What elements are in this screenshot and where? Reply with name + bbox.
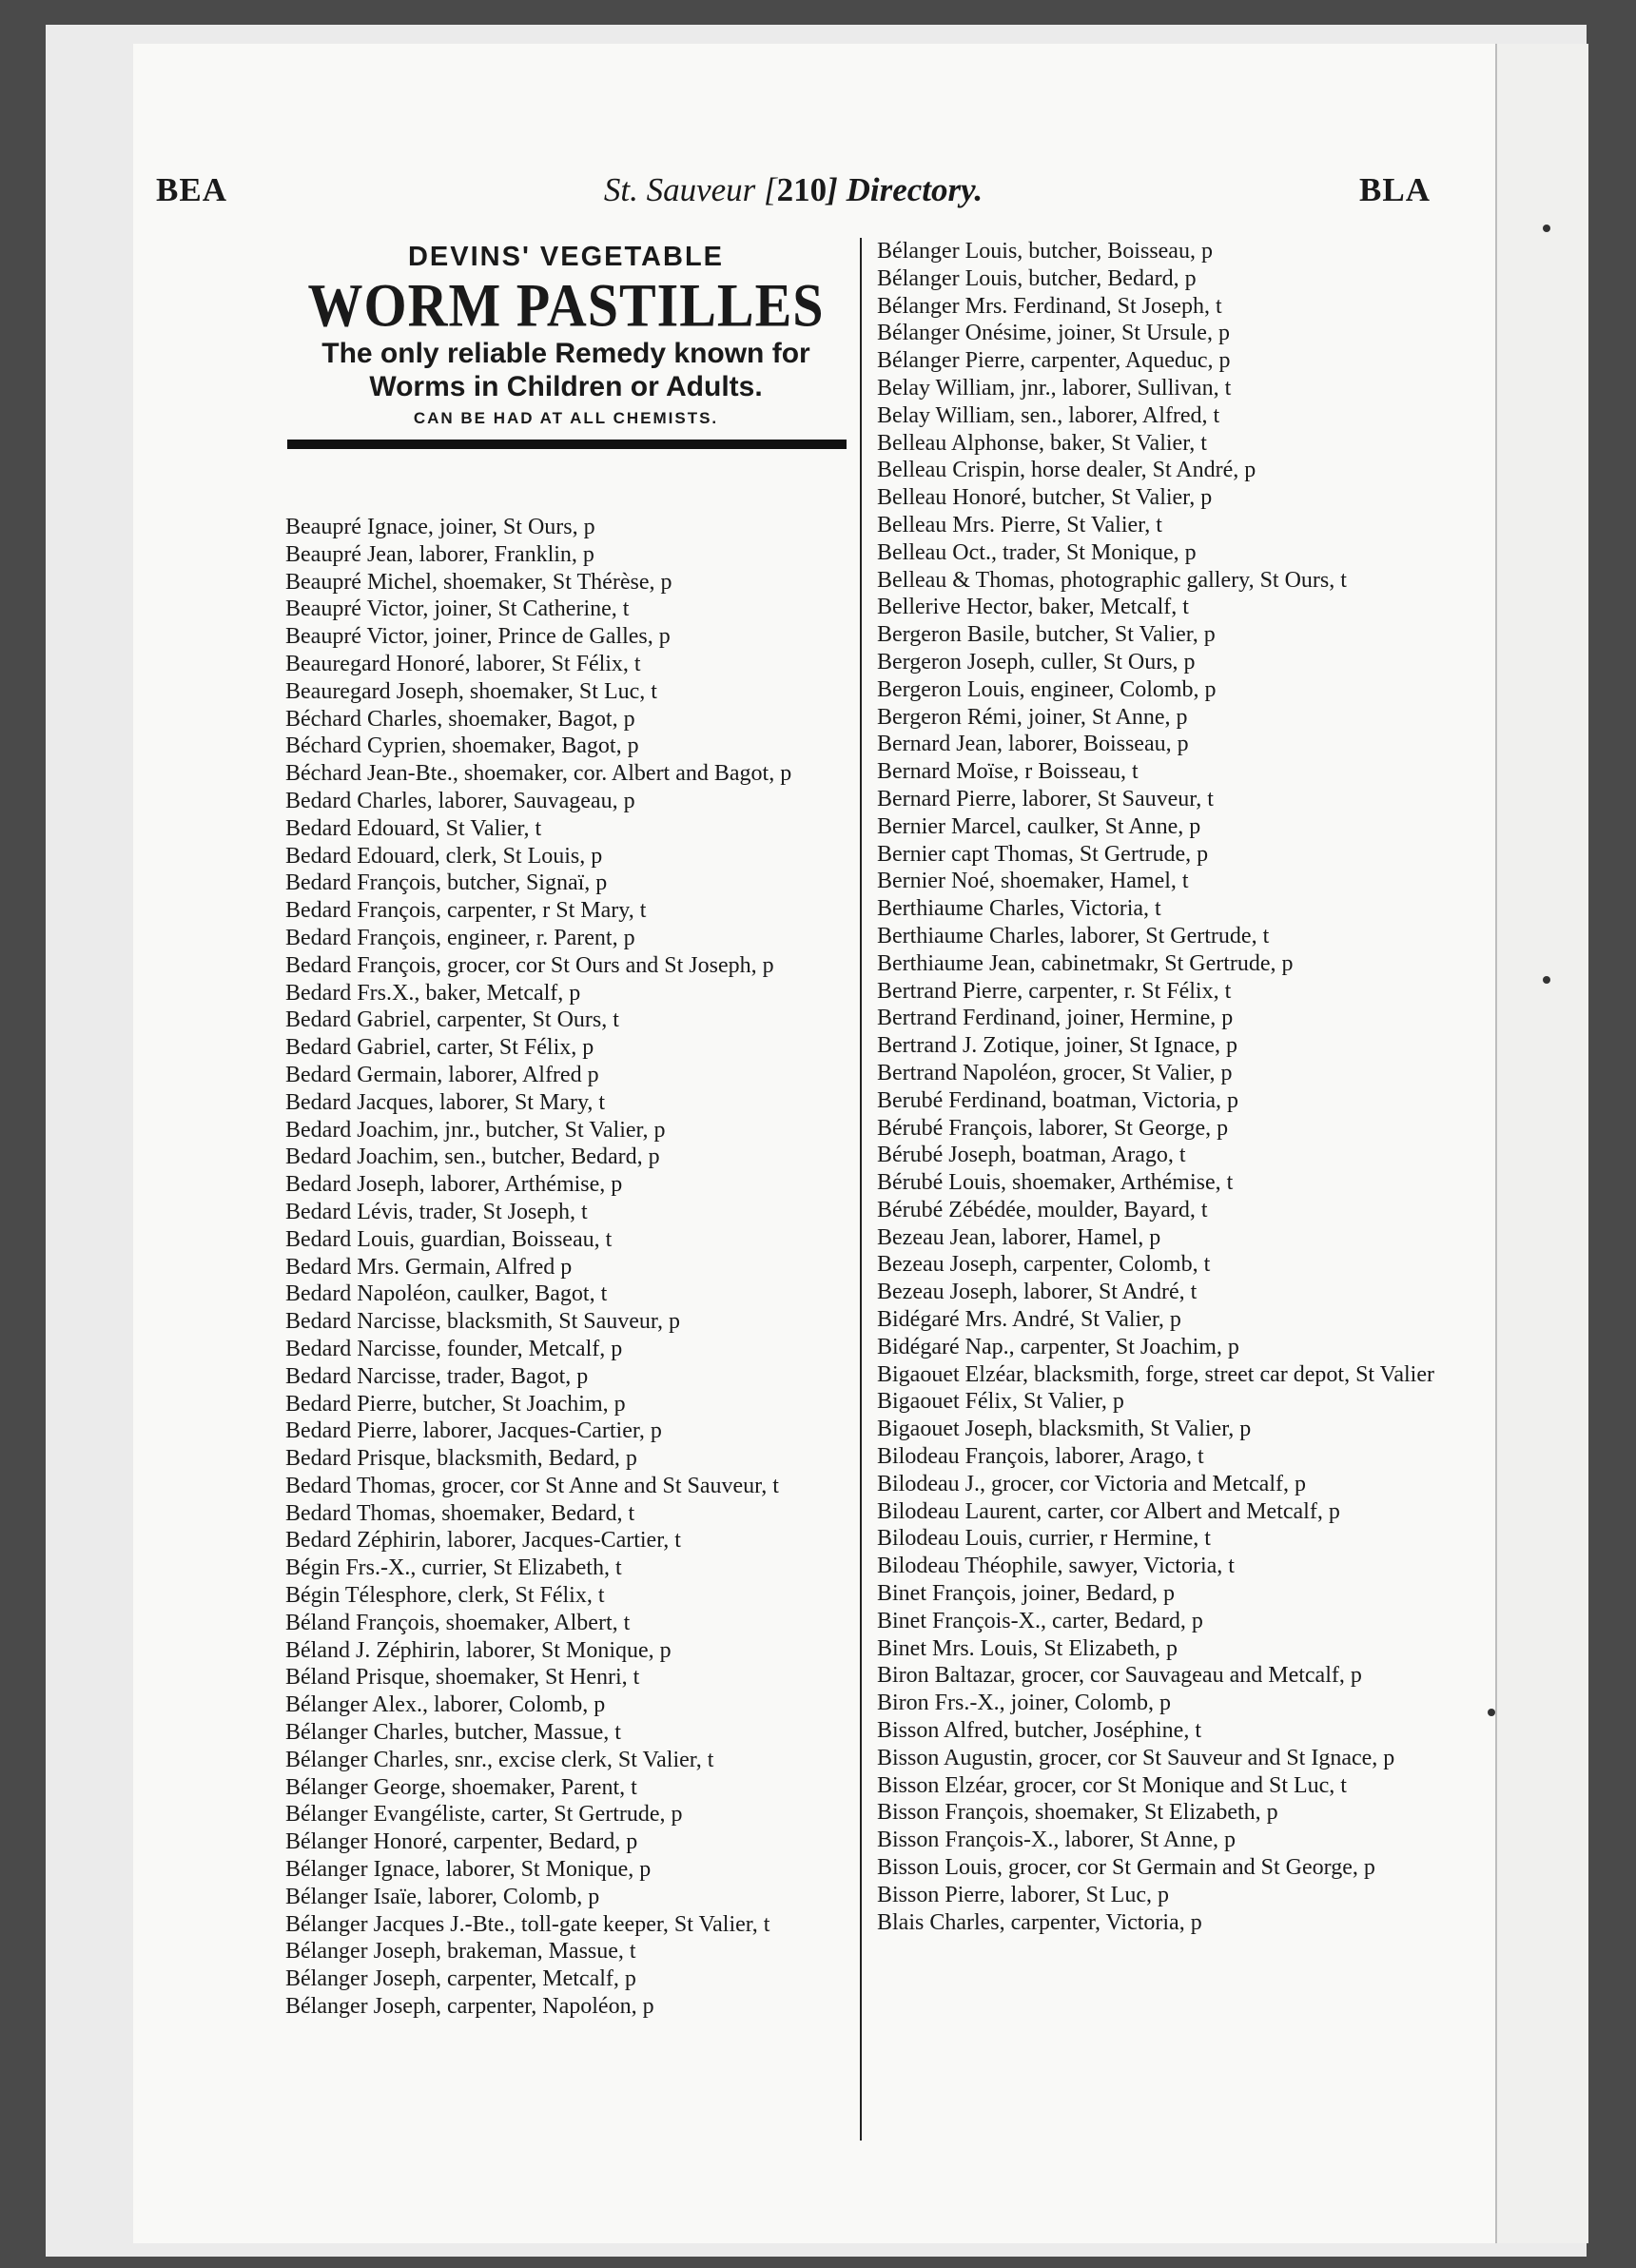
directory-entry: Binet François-X., carter, Bedard, p	[877, 1608, 1203, 1633]
directory-entry: Beauregard Joseph, shoemaker, St Luc, t	[285, 678, 657, 704]
directory-entry: Bilodeau François, laborer, Arago, t	[877, 1444, 1204, 1470]
directory-entry: Bezeau Joseph, laborer, St André, t	[877, 1280, 1198, 1305]
directory-entry: Bedard Frs.X., baker, Metcalf, p	[285, 980, 581, 1006]
directory-entry: Béchard Charles, shoemaker, Bagot, p	[285, 706, 635, 732]
adjacent-page-edge	[1495, 44, 1588, 2243]
directory-entry: Bélanger Jacques J.-Bte., toll-gate keeper, St Valier, t	[285, 1911, 770, 1937]
directory-entry: Bedard Joachim, jnr., butcher, St Valier, p	[285, 1117, 666, 1143]
directory-entry: Bilodeau Théophile, sawyer, Victoria, t	[877, 1554, 1235, 1579]
directory-entry: Bedard Napoléon, caulker, Bagot, t	[285, 1281, 608, 1307]
directory-entry: Bedard Thomas, grocer, cor St Anne and St Sauveur, t	[285, 1473, 779, 1498]
left-column-listings	[285, 514, 848, 2021]
directory-entry: Bélanger Joseph, carpenter, Napoléon, p	[285, 1994, 654, 2020]
directory-entry: Bigaouet Joseph, blacksmith, St Valier, p	[877, 1417, 1252, 1442]
directory-entry: Bisson François-X., laborer, St Anne, p	[877, 1828, 1237, 1853]
directory-entry: Bernier Noé, shoemaker, Hamel, t	[877, 869, 1189, 894]
header-title-suffix: ] Directory.	[827, 171, 984, 208]
directory-entry: Bisson Elzéar, grocer, cor St Monique and St Luc, t	[877, 1772, 1347, 1798]
directory-entry: Béchard Cyprien, shoemaker, Bagot, p	[285, 733, 639, 759]
directory-entry: Bérubé Zébédée, moulder, Bayard, t	[877, 1197, 1208, 1222]
directory-entry: Bilodeau Laurent, carter, cor Albert and Metcalf, p	[877, 1498, 1340, 1524]
advertisement	[285, 240, 847, 506]
directory-entry: Belay William, sen., laborer, Alfred, t	[877, 402, 1220, 428]
directory-entry: Bélanger Louis, butcher, Boisseau, p	[877, 239, 1213, 264]
directory-entry: Bedard Narcisse, trader, Bagot, p	[285, 1363, 589, 1389]
directory-entry: Bedard Narcisse, founder, Metcalf, p	[285, 1336, 623, 1361]
directory-entry: Béland J. Zéphirin, laborer, St Monique, p	[285, 1637, 672, 1663]
directory-entry: Belleau Crispin, horse dealer, St André, p	[877, 458, 1256, 483]
directory-entry: Béland Prisque, shoemaker, St Henri, t	[285, 1665, 640, 1691]
header-title-prefix: St. Sauveur [	[603, 171, 777, 208]
directory-entry: Bisson Pierre, laborer, St Luc, p	[877, 1882, 1169, 1907]
directory-entry: Bernard Jean, laborer, Boisseau, p	[877, 732, 1189, 757]
directory-entry: Bedard François, engineer, r. Parent, p	[285, 925, 635, 950]
directory-entry: Bedard Gabriel, carpenter, St Ours, t	[285, 1007, 619, 1033]
directory-entry: Bégin Télesphore, clerk, St Félix, t	[285, 1583, 605, 1609]
directory-entry: Bisson Louis, grocer, cor St Germain and St George, p	[877, 1855, 1375, 1881]
directory-entry: Bisson Augustin, grocer, cor St Sauveur and St Ignace, p	[877, 1745, 1395, 1770]
directory-entry: Bélanger Alex., laborer, Colomb, p	[285, 1692, 606, 1718]
directory-entry: Bertrand J. Zotique, joiner, St Ignace, p	[877, 1033, 1237, 1059]
directory-entry: Bedard François, grocer, cor St Ours and St Joseph, p	[285, 952, 774, 978]
directory-entry: Bedard Joachim, sen., butcher, Bedard, p	[285, 1144, 660, 1170]
directory-entry: Bidégaré Nap., carpenter, St Joachim, p	[877, 1334, 1239, 1359]
directory-entry: Béland François, shoemaker, Albert, t	[285, 1610, 631, 1635]
directory-entry: Binet Mrs. Louis, St Elizabeth, p	[877, 1635, 1178, 1661]
directory-entry: Bélanger Charles, butcher, Massue, t	[285, 1720, 621, 1746]
directory-entry: Bérubé François, laborer, St George, p	[877, 1115, 1229, 1141]
directory-entry: Bedard Louis, guardian, Boisseau, t	[285, 1226, 613, 1252]
directory-entry: Bernard Moïse, r Boisseau, t	[877, 759, 1139, 785]
directory-entry: Bernard Pierre, laborer, St Sauveur, t	[877, 786, 1214, 811]
directory-entry: Bélanger Mrs. Ferdinand, St Joseph, t	[877, 293, 1222, 319]
directory-entry: Bedard Thomas, shoemaker, Bedard, t	[285, 1500, 635, 1526]
directory-entry: Bertrand Ferdinand, joiner, Hermine, p	[877, 1006, 1234, 1031]
directory-entry: Bedard François, carpenter, r St Mary, t	[285, 898, 647, 924]
binding-stitch	[1543, 225, 1550, 232]
binding-stitch	[1543, 976, 1550, 984]
directory-entry: Bellerive Hector, baker, Metcalf, t	[877, 595, 1189, 620]
directory-entry: Bernier capt Thomas, St Gertrude, p	[877, 841, 1209, 867]
right-column-listings	[877, 238, 1438, 1936]
directory-entry: Beauregard Honoré, laborer, St Félix, t	[285, 651, 641, 676]
directory-entry: Bedard Edouard, St Valier, t	[285, 815, 542, 841]
directory-entry: Bedard Gabriel, carter, St Félix, p	[285, 1035, 594, 1061]
directory-entry: Bélanger Isaïe, laborer, Colomb, p	[285, 1884, 600, 1909]
directory-entry: Belay William, jnr., laborer, Sullivan, t	[877, 375, 1232, 401]
directory-entry: Bedard Pierre, laborer, Jacques-Cartier, p	[285, 1418, 662, 1444]
directory-entry: Bélanger Onésime, joiner, St Ursule, p	[877, 321, 1230, 346]
advert-availability: CAN BE HAD AT ALL CHEMISTS.	[413, 409, 719, 427]
directory-entry: Berthiaume Charles, Victoria, t	[877, 896, 1161, 922]
directory-entry: Beaupré Ignace, joiner, St Ours, p	[285, 515, 595, 539]
directory-entry: Bilodeau J., grocer, cor Victoria and Metcalf, p	[877, 1471, 1306, 1496]
directory-entry: Bedard Pierre, butcher, St Joachim, p	[285, 1391, 626, 1417]
directory-entry: Bergeron Rémi, joiner, St Anne, p	[877, 704, 1188, 730]
directory-entry: Bergeron Louis, engineer, Colomb, p	[877, 676, 1217, 702]
advert-tagline: The only reliable Remedy known for Worms in Children or Adults.	[321, 338, 810, 402]
directory-entry: Beaupré Victor, joiner, St Catherine, t	[285, 596, 630, 622]
directory-entry: Bedard Zéphirin, laborer, Jacques-Cartier, t	[285, 1528, 681, 1554]
directory-entry: Bélanger Honoré, carpenter, Bedard, p	[285, 1829, 638, 1855]
running-header	[156, 171, 1431, 219]
directory-entry: Bigaouet Elzéar, blacksmith, forge, street car depot, St Valier	[877, 1361, 1434, 1387]
directory-entry: Bélanger Charles, snr., excise clerk, St Valier, t	[285, 1747, 714, 1772]
header-left-guide-word: BEA	[156, 171, 227, 208]
directory-entry: Bedard Germain, laborer, Alfred p	[285, 1062, 599, 1087]
directory-entry: Bergeron Basile, butcher, St Valier, p	[877, 622, 1216, 648]
directory-entry: Bernier Marcel, caulker, St Anne, p	[877, 813, 1201, 839]
directory-entry: Biron Frs.-X., joiner, Colomb, p	[877, 1691, 1172, 1716]
directory-entry: Bigaouet Félix, St Valier, p	[877, 1389, 1124, 1415]
directory-entry: Bélanger Louis, butcher, Bedard, p	[877, 265, 1197, 291]
directory-entry: Bélanger Joseph, carpenter, Metcalf, p	[285, 1966, 636, 1992]
directory-entry: Bisson Alfred, butcher, Joséphine, t	[877, 1718, 1201, 1744]
directory-entry: Bedard Jacques, laborer, St Mary, t	[285, 1089, 606, 1115]
advert-brand: DEVINS' VEGETABLE	[407, 242, 724, 272]
directory-entry: Bergeron Joseph, culler, St Ours, p	[877, 649, 1196, 675]
directory-entry: Belleau Mrs. Pierre, St Valier, t	[877, 512, 1162, 538]
directory-entry: Bidégaré Mrs. André, St Valier, p	[877, 1307, 1181, 1333]
directory-entry: Bérubé Louis, shoemaker, Arthémise, t	[877, 1170, 1234, 1196]
directory-entry: Belleau & Thomas, photographic gallery, St Ours, t	[877, 567, 1347, 593]
directory-entry: Bedard Lévis, trader, St Joseph, t	[285, 1199, 588, 1224]
directory-entry: Bélanger Ignace, laborer, St Monique, p	[285, 1857, 652, 1883]
directory-entry: Beaupré Victor, joiner, Prince de Galles, p	[285, 624, 671, 650]
directory-entry: Bedard Edouard, clerk, St Louis, p	[285, 843, 603, 869]
directory-entry: Belleau Alphonse, baker, St Valier, t	[877, 430, 1207, 456]
page-number: 210	[776, 171, 828, 208]
directory-entry: Bedard Prisque, blacksmith, Bedard, p	[285, 1446, 637, 1472]
directory-entry: Beaupré Michel, shoemaker, St Thérèse, p	[285, 569, 672, 595]
binding-stitch	[1488, 1709, 1495, 1716]
directory-entry: Berthiaume Jean, cabinetmakr, St Gertrude, p	[877, 950, 1294, 976]
header-title	[156, 171, 1431, 209]
directory-entry: Bertrand Napoléon, grocer, St Valier, p	[877, 1060, 1233, 1085]
directory-entry: Bezeau Jean, laborer, Hamel, p	[877, 1224, 1161, 1250]
directory-entry: Bedard Joseph, laborer, Arthémise, p	[285, 1172, 623, 1198]
directory-entry: Bedard Charles, laborer, Sauvageau, p	[285, 788, 635, 813]
directory-entry: Bedard Mrs. Germain, Alfred p	[285, 1254, 573, 1280]
directory-entry: Biron Baltazar, grocer, cor Sauvageau and Metcalf, p	[877, 1663, 1362, 1689]
directory-entry: Bezeau Joseph, carpenter, Colomb, t	[877, 1252, 1211, 1278]
advert-rule	[287, 440, 847, 449]
directory-entry: Bérubé Joseph, boatman, Arago, t	[877, 1143, 1186, 1168]
directory-entry: Berubé Ferdinand, boatman, Victoria, p	[877, 1087, 1239, 1113]
advert-product: WORM PASTILLES	[307, 270, 825, 340]
directory-entry: Bélanger Evangéliste, carter, St Gertrude, p	[285, 1802, 683, 1828]
directory-entry: Bélanger Pierre, carpenter, Aqueduc, p	[877, 348, 1231, 374]
directory-entry: Beaupré Jean, laborer, Franklin, p	[285, 541, 594, 567]
column-divider	[860, 238, 862, 2141]
directory-entry: Bélanger George, shoemaker, Parent, t	[285, 1774, 637, 1800]
directory-entry: Bedard François, butcher, Signaï, p	[285, 870, 608, 896]
directory-entry: Belleau Honoré, butcher, St Valier, p	[877, 485, 1213, 511]
header-right-guide-word: BLA	[1359, 171, 1431, 208]
directory-entry: Blais Charles, carpenter, Victoria, p	[877, 1909, 1202, 1935]
directory-entry: Bégin Frs.-X., currier, St Elizabeth, t	[285, 1555, 622, 1581]
directory-entry: Bélanger Joseph, brakeman, Massue, t	[285, 1939, 636, 1965]
directory-entry: Bilodeau Louis, currier, r Hermine, t	[877, 1526, 1211, 1552]
directory-entry: Binet François, joiner, Bedard, p	[877, 1581, 1175, 1607]
directory-entry: Béchard Jean-Bte., shoemaker, cor. Albert and Bagot, p	[285, 761, 792, 787]
directory-entry: Bisson François, shoemaker, St Elizabeth, p	[877, 1800, 1278, 1826]
directory-entry: Berthiaume Charles, laborer, St Gertrude, t	[877, 923, 1270, 948]
directory-entry: Bedard Narcisse, blacksmith, St Sauveur, p	[285, 1309, 680, 1335]
directory-entry: Bertrand Pierre, carpenter, r. St Félix, t	[877, 978, 1232, 1004]
directory-entry: Belleau Oct., trader, St Monique, p	[877, 539, 1197, 565]
